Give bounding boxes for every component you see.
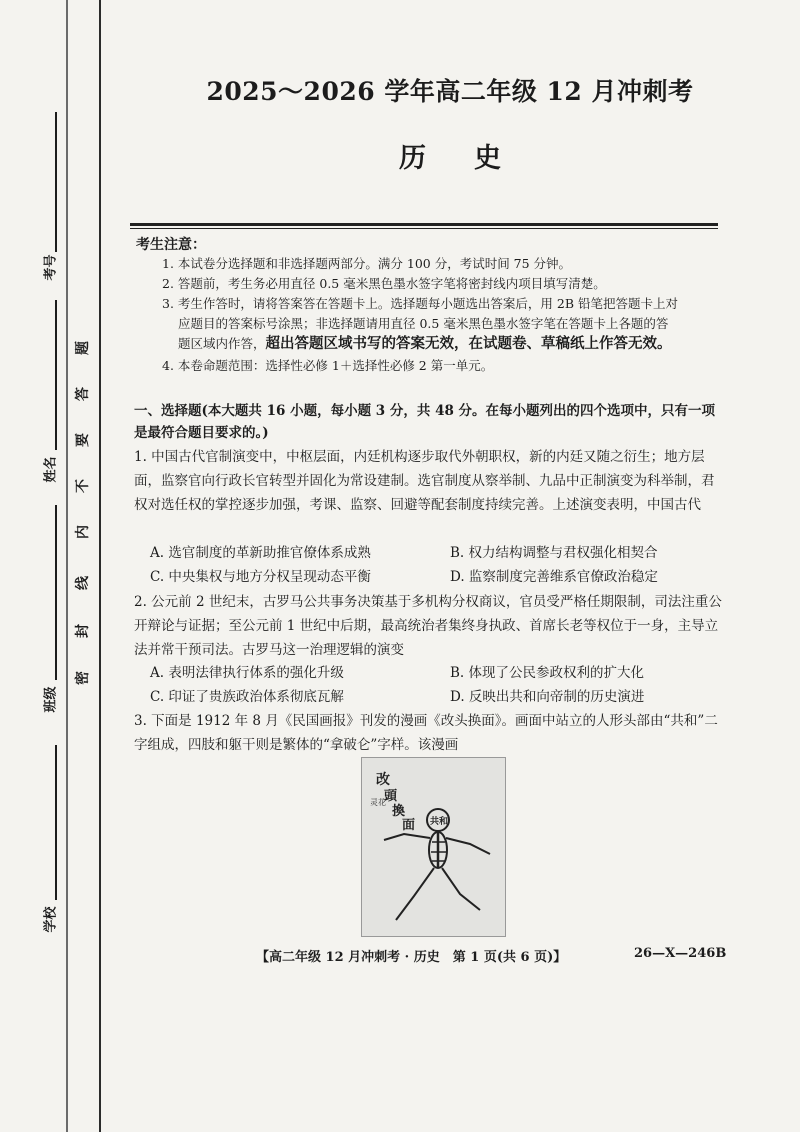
- divider-thin: [130, 228, 718, 229]
- section-heading: 一、选择题(本大题共 16 小题，每小题 3 分，共 48 分。在每小题列出的四个选项中，只有一项是最符合题目要求的。): [134, 403, 716, 441]
- question-2-option-b: B. 体现了公民参政权利的扩大化: [450, 665, 645, 681]
- notice-item: 1. 本试卷分选择题和非选择题两部分。满分 100 分，考试时间 75 分钟。: [162, 256, 572, 271]
- exam-number-field: [55, 112, 57, 252]
- notice-emphasis: 超出答题区域书写的答案无效，在试题卷、草稿纸上作答无效。: [265, 335, 672, 352]
- cartoon-title-char: 頭: [384, 789, 398, 804]
- seal-char: 不: [75, 479, 91, 493]
- cartoon-side-text: 灵花: [370, 798, 386, 807]
- notice-heading: 考生注意：: [136, 237, 206, 253]
- page-footer: 【高二年级 12 月冲刺考 · 历史 第 1 页(共 6 页)】: [256, 950, 567, 965]
- question-2-option-c: C. 印证了贵族政治体系彻底瓦解: [150, 689, 344, 705]
- question-2-option-d: D. 反映出共和向帝制的历史演进: [450, 689, 645, 705]
- exam-title: 2025～2026 学年高二年级 12 月冲刺考: [206, 77, 694, 106]
- cartoon-title-char: 面: [402, 818, 416, 833]
- name-field: [55, 300, 57, 450]
- question-2-option-a: A. 表明法律执行体系的强化升级: [150, 665, 344, 681]
- question-1-option-a: A. 选官制度的革新助推官僚体系成熟: [150, 545, 371, 561]
- seal-char: 封: [75, 624, 91, 638]
- seal-char: 内: [75, 525, 91, 539]
- class-field: [55, 505, 57, 680]
- cartoon-figure: [362, 758, 505, 936]
- notice-item: 3. 考生作答时，请将答案答在答题卡上。选择题每小题选出答案后，用 2B 铅笔把答题卡上对: [162, 296, 678, 311]
- seal-char: 密: [75, 671, 91, 685]
- name-label: 姓名: [43, 456, 59, 483]
- question-1-option-d: D. 监察制度完善维系官僚政治稳定: [450, 569, 658, 585]
- cartoon-image: [361, 757, 506, 937]
- seal-char: 答: [75, 387, 91, 401]
- subject-title: [100, 136, 800, 175]
- notice-item: 2. 答题前，考生务必用直径 0.5 毫米黑色墨水签字笔将密封线内项目填写清楚。: [162, 276, 606, 291]
- cartoon-title-char: 改: [376, 772, 390, 788]
- seal-char: 题: [75, 341, 91, 355]
- school-label: 学校: [43, 906, 59, 933]
- margin-edge-line: [66, 0, 68, 1132]
- question-2-stem: 2. 公元前 2 世纪末，古罗马公共事务决策基于多机构分权商议，官员受严格任期限制，司法注重公开辩论与证据；至公元前 1 世纪中后期，最高统治者集终身执政、首席长老等权位于一身，主导立法并常干预司法。古罗马这一治理逻辑的演变: [134, 594, 722, 658]
- question-3-stem: 3. 下面是 1912 年 8 月《民国画报》刊发的漫画《改头换面》。画面中站立的人形头部由“共和”二字组成，四肢和躯干则是繁体的“拿破仑”字样。该漫画: [134, 713, 718, 753]
- cartoon-title-char: 換: [392, 804, 406, 819]
- paper-code: 26—X—246B: [634, 946, 727, 961]
- notice-item: 应题目的答案标号涂黑；非选择题请用直径 0.5 毫米黑色墨水签字笔在答题卡上各题的答: [178, 316, 669, 331]
- seal-char: 线: [75, 576, 91, 590]
- notice-item: 题区域内作答，: [178, 336, 266, 351]
- svg-text:共和: 共和: [430, 817, 449, 827]
- seal-char: 要: [75, 433, 91, 447]
- exam-number-label: 考号: [43, 254, 59, 281]
- class-label: 班级: [43, 686, 59, 713]
- question-1-option-b: B. 权力结构调整与君权强化相契合: [450, 545, 658, 561]
- subject-char: 历: [399, 143, 426, 174]
- school-field: [55, 745, 57, 900]
- divider-thick: [130, 223, 718, 226]
- notice-item: 4. 本卷命题范围：选择性必修 1＋选择性必修 2 第一单元。: [162, 358, 494, 373]
- question-1-option-c: C. 中央集权与地方分权呈现动态平衡: [150, 569, 371, 585]
- question-1-stem: 1. 中国古代官制演变中，中枢层面，内廷机构逐步取代外朝职权，新的内廷又随之衍生；地方层面，监察官向行政长官转型并固化为常设建制。选官制度从察举制、九品中正制演变为科举制，君权对选任权的掌控逐步加强，考课、监察、回避等配套制度持续完善。上述演变表明，中国古代: [134, 449, 715, 513]
- notice-item-line: [178, 334, 738, 354]
- subject-char: 史: [474, 143, 501, 174]
